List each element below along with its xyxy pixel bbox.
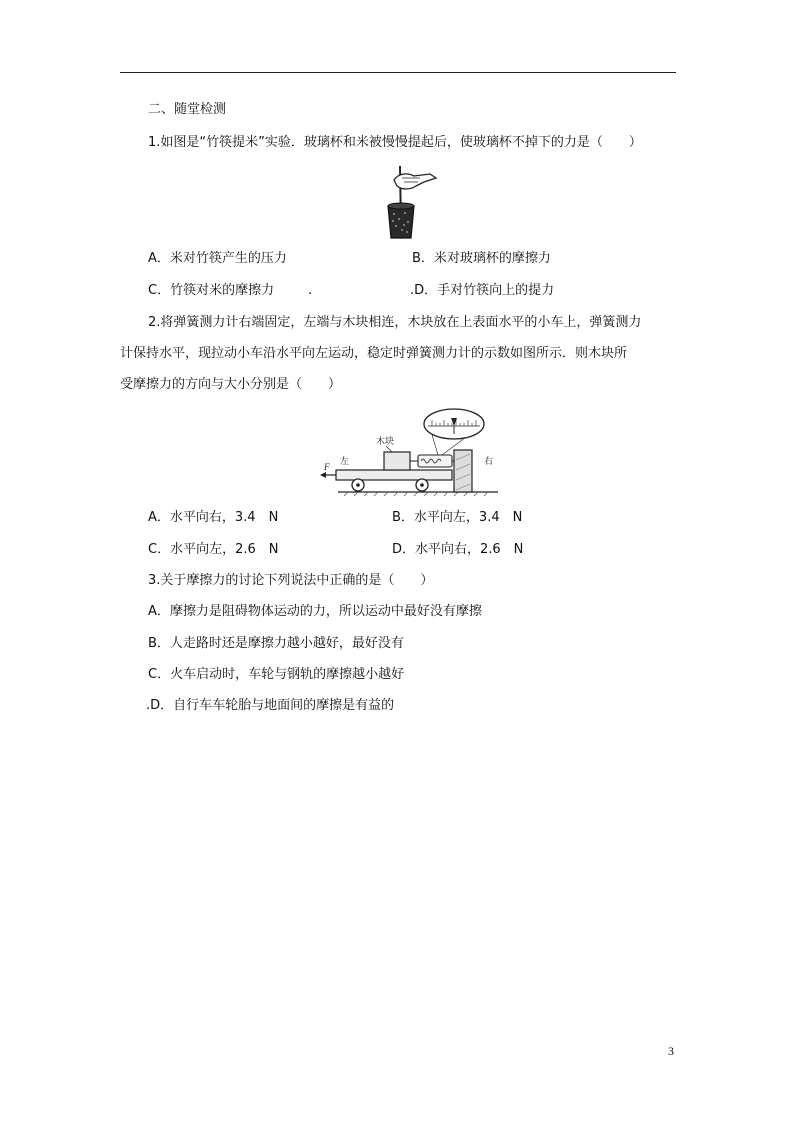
spring-scale-cart-figure [318,404,503,498]
q3-option-a: A．摩擦力是阻碍物体运动的力，所以运动中最好没有摩擦 [148,604,482,619]
spring-scale [418,455,452,467]
q1-option-d: .D．手对竹筷向上的提力 [410,283,555,298]
q2-option-a: A．水平向右，3.4 N [148,510,279,525]
page-number: 3 [668,1044,674,1058]
wood-block [384,452,410,470]
right-label: 右 [484,457,494,467]
q1-option-c: C．竹筷对米的摩擦力 [148,283,275,298]
q3-option-c: C．火车启动时，车轮与钢轨的摩擦越小越好 [148,667,405,682]
q3-stem: 3.关于摩擦力的讨论下列说法中正确的是（ ） [148,573,434,588]
chopstick-rice-figure [380,164,440,244]
section-title: 二、随堂检测 [148,102,227,117]
hand [394,174,436,189]
q3-option-d: .D．自行车车轮胎与地面间的摩擦是有益的 [146,698,395,713]
q2-stem-line2: 计保持水平，现拉动小车沿水平向左运动，稳定时弹簧测力计的示数如图所示．则木块所 [120,346,628,361]
q1-stem: 1.如图是“竹筷提米”实验．玻璃杯和米被慢慢提起后，使玻璃杯不掉下的力是（ ） [148,135,642,150]
q2-option-b: B．水平向左，3.4 N [392,510,523,525]
wood-block-label: 木块 [376,437,395,447]
cart [336,470,452,480]
q2-stem-line1: 2.将弹簧测力计右端固定，左端与木块相连，木块放在上表面水平的小车上，弹簧测力 [148,315,642,330]
wall-post [454,450,472,492]
q1-option-c-mark: . [308,283,313,298]
header-rule [120,72,676,73]
q1-option-b: B．米对玻璃杯的摩擦力 [412,251,551,266]
left-label: 左 [340,457,350,467]
q2-option-c: C．水平向左，2.6 N [148,542,279,557]
q3-option-b: B．人走路时还是摩擦力越小越好，最好没有 [148,636,404,651]
q1-option-a: A．米对竹筷产生的压力 [148,251,287,266]
q2-option-d: D．水平向右，2.6 N [392,542,524,557]
glass-cup [388,206,414,238]
force-label: F [324,462,330,472]
q2-stem-line3: 受摩擦力的方向与大小分别是（ ） [120,377,342,392]
